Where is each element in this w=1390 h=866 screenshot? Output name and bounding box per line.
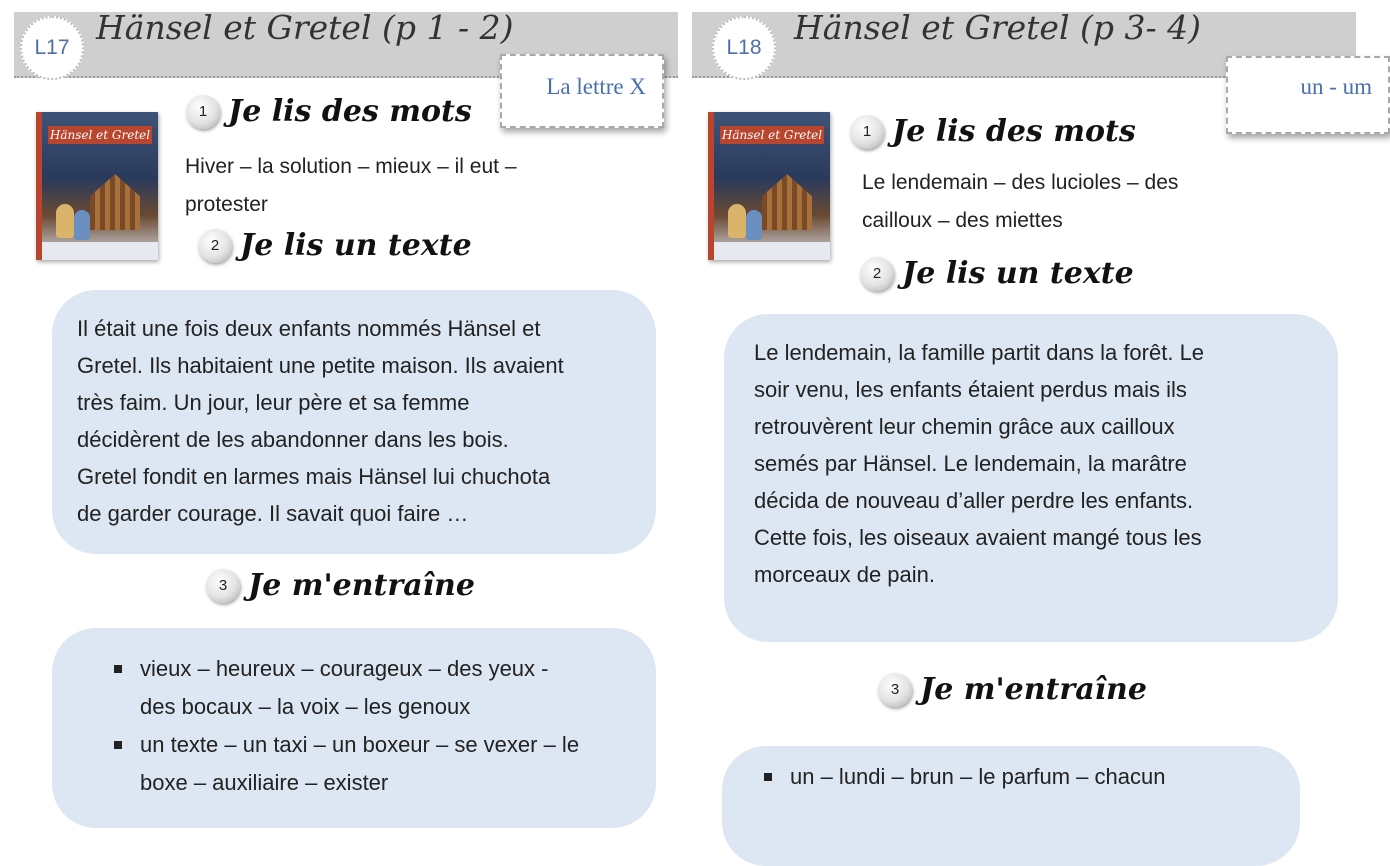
word-line: protester: [185, 193, 268, 216]
step-number-badge: 2: [860, 257, 894, 291]
text-line: de garder courage. Il savait quoi faire …: [77, 501, 469, 526]
lesson-number-badge: L17: [20, 16, 84, 80]
list-item: [112, 650, 634, 726]
step-number-badge: 1: [850, 115, 884, 149]
gingerbread-house-icon: [762, 174, 812, 230]
book-cover-title: Hänsel et Gretel: [49, 128, 151, 142]
step-number-badge: 1: [186, 95, 220, 129]
lesson-page-l17: [14, 0, 680, 795]
section-heading-text-reading: [860, 256, 1134, 291]
text-line: Il était une fois deux enfants nommés Hänsel et: [77, 316, 541, 341]
reading-text-bubble: [52, 290, 656, 554]
book-cover-image: [708, 112, 830, 260]
text-line: décida de nouveau d’aller perdre les enfants.: [754, 488, 1194, 513]
exercise-line: un texte – un taxi – un boxeur – se vexer – le: [140, 732, 580, 757]
text-line: Gretel fondit en larmes mais Hänsel lui chuchota: [77, 464, 551, 489]
section-heading-text-reading: [198, 228, 472, 263]
page-title: Hänsel et Gretel (p 3- 4): [794, 8, 1201, 47]
exercise-list: [112, 650, 634, 802]
word-line: cailloux – des miettes: [862, 209, 1063, 232]
reading-text-bubble: [724, 314, 1338, 642]
exercise-line: vieux – heureux – courageux – des yeux -: [140, 656, 549, 681]
word-list: [862, 164, 1178, 240]
word-line: Le lendemain – des lucioles – des: [862, 171, 1179, 194]
text-line: semés par Hänsel. Le lendemain, la marâtre: [754, 451, 1187, 476]
exercise-line: un – lundi – brun – le parfum – chacun: [790, 764, 1166, 789]
child-figure-icon: [746, 210, 762, 240]
snow-ground: [42, 242, 158, 260]
word-list: [185, 148, 517, 224]
text-line: Le lendemain, la famille partit dans la forêt. Le: [754, 340, 1205, 365]
section-heading-practice: [206, 568, 475, 603]
book-cover-image: [36, 112, 158, 260]
section-heading-text: Je lis un texte: [902, 256, 1134, 291]
section-heading-text: Je m'entraîne: [920, 672, 1147, 707]
step-number-badge: 2: [198, 229, 232, 263]
text-line: morceaux de pain.: [754, 562, 935, 587]
section-heading-text: Je m'entraîne: [248, 568, 475, 603]
text-line: Cette fois, les oiseaux avaient mangé tous les: [754, 525, 1202, 550]
exercise-list: [762, 758, 1280, 796]
child-figure-icon: [728, 204, 746, 238]
child-figure-icon: [56, 204, 74, 238]
sound-label-box: un - um: [1226, 56, 1390, 134]
exercise-bubble: [722, 746, 1300, 866]
text-line: soir venu, les enfants étaient perdus mais ils: [754, 377, 1187, 402]
step-number-badge: 3: [206, 569, 240, 603]
sound-label-box: La lettre X: [500, 54, 664, 128]
snow-ground: [714, 242, 830, 260]
lesson-page-l18: [692, 0, 1372, 789]
exercise-line: boxe – auxiliaire – exister: [140, 770, 389, 795]
exercise-line: des bocaux – la voix – les genoux: [140, 694, 471, 719]
child-figure-icon: [74, 210, 90, 240]
text-line: retrouvèrent leur chemin grâce aux cailloux: [754, 414, 1175, 439]
list-item: [112, 726, 634, 802]
text-line: décidèrent de les abandonner dans les bois.: [77, 427, 509, 452]
book-cover-title: Hänsel et Gretel: [721, 128, 823, 142]
lesson-number-badge: L18: [712, 16, 776, 80]
section-heading-text: Je lis des mots: [228, 94, 472, 129]
section-heading-practice: [878, 672, 1147, 707]
gingerbread-house-icon: [90, 174, 140, 230]
word-line: Hiver – la solution – mieux – il eut –: [185, 155, 517, 178]
step-number-badge: 3: [878, 673, 912, 707]
section-heading-text: Je lis des mots: [892, 114, 1136, 149]
section-heading-words: [186, 94, 472, 129]
exercise-bubble: [52, 628, 656, 828]
section-heading-text: Je lis un texte: [240, 228, 472, 263]
section-heading-words: [850, 114, 1136, 149]
text-line: Gretel. Ils habitaient une petite maison. Ils avaient: [77, 353, 564, 378]
list-item: [762, 758, 1280, 796]
text-line: très faim. Un jour, leur père et sa femme: [77, 390, 470, 415]
page-title: Hänsel et Gretel (p 1 - 2): [96, 8, 514, 47]
